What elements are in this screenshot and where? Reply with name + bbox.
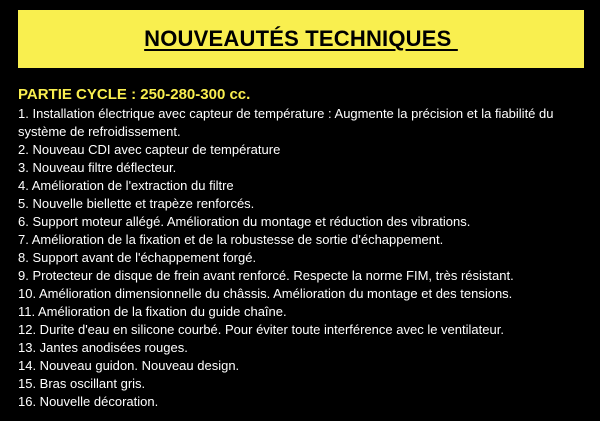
list-item: 6. Support moteur allégé. Amélioration du montage et réduction des vibrations. [18,214,471,229]
list-item: 15. Bras oscillant gris. [18,376,146,391]
list-item: 13. Jantes anodisées rouges. [18,340,188,355]
title-banner [18,10,584,68]
content-section [18,85,588,411]
page-title: NOUVEAUTÉS TECHNIQUES [144,26,458,51]
list-item: 16. Nouvelle décoration. [18,394,159,409]
list-item: 9. Protecteur de disque de frein avant renforcé. Respecte la norme FIM, très résistant. [18,268,514,283]
list-item: 11. Amélioration de la fixation du guide chaîne. [18,304,287,319]
list-item: 5. Nouvelle biellette et trapèze renforcés. [18,196,255,211]
list-item: 2. Nouveau CDI avec capteur de température [18,142,281,157]
list-item: 1. Installation électrique avec capteur de température : Augmente la précision et la fiabilité du système de refroidissement. [18,106,554,139]
list-item: 12. Durite d'eau en silicone courbé. Pour éviter toute interférence avec le ventilateur. [18,322,504,337]
list-item: 10. Amélioration dimensionnelle du châssis. Amélioration du montage et des tensions. [18,286,513,301]
feature-list [18,105,588,411]
list-item: 4. Amélioration de l'extraction du filtre [18,178,234,193]
list-item: 14. Nouveau guidon. Nouveau design. [18,358,240,373]
list-item: 3. Nouveau filtre déflecteur. [18,160,177,175]
list-item: 8. Support avant de l'échappement forgé. [18,250,257,265]
list-item: 7. Amélioration de la fixation et de la robustesse de sortie d'échappement. [18,232,444,247]
section-heading: PARTIE CYCLE : 250-280-300 cc. [18,86,251,103]
